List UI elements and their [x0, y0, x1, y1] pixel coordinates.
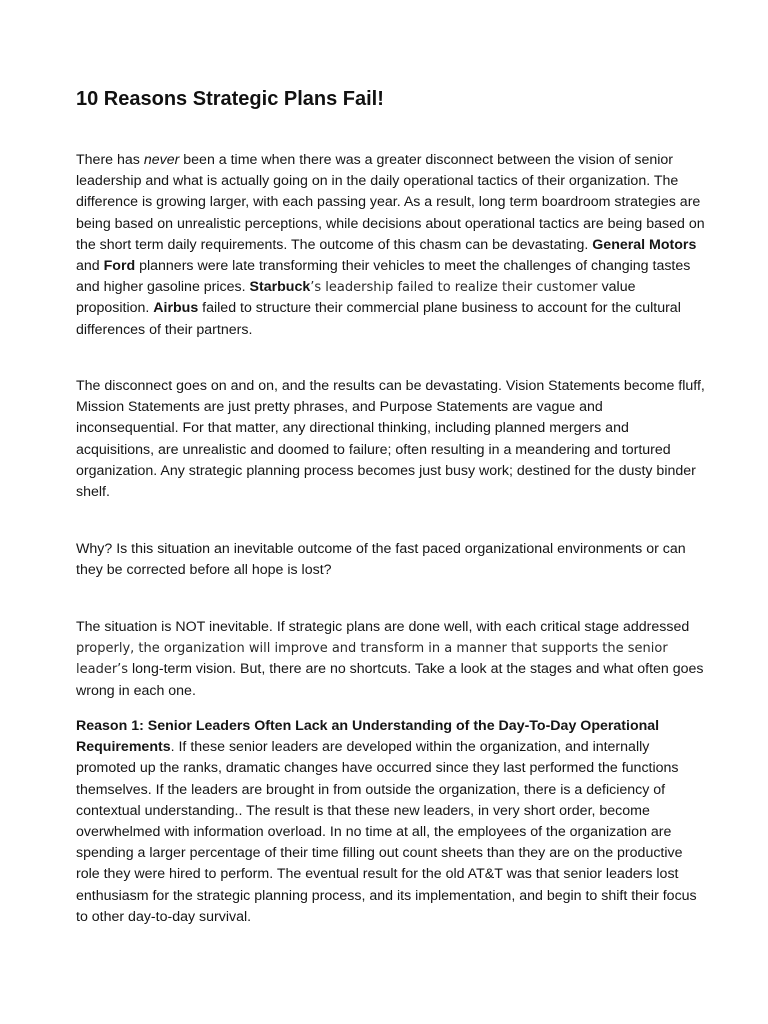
intro-text: and — [76, 258, 104, 275]
paragraph-text: long-term vision. But, there are no shortcuts. Take a look at the stages and what often goes wrong in each one. — [76, 661, 704, 699]
reason-1-body: . If these senior leaders are developed within the organization, and internally promoted up the ranks, dramatic changes have occurred since they last performed the functions themselves. If the leaders are brought in from outside the organization, there is a deficiency of contextual understanding.. The result is that these new leaders, in very short order, become overwhelmed with information overload. In no time at all, the employees of the organization are spending a larger percentage of their time filling out count sheets than they are on the productive role they were hired to perform. The eventual result for the old AT&T was that senior leaders lost enthusiasm for the strategic planning process, and its implementation, and begin to shift their focus to other day-to-day survival. — [76, 739, 697, 925]
intro-paragraph — [76, 150, 706, 341]
ford-name: Ford — [103, 258, 136, 275]
airbus-name: Airbus — [153, 300, 199, 317]
intro-text: failed to structure their commercial plane business to account for the cultural differences of their partners. — [76, 300, 681, 338]
paragraph-text: properly, the organization will improve and transform in a manner that supports the senior leader’s — [76, 641, 668, 678]
why-paragraph: Why? Is this situation an inevitable outcome of the fast paced organizational environments or can they be corrected before all hope is lost? — [76, 541, 686, 579]
intro-text: planners were late transforming their vehicles to meet the challenges of changing tastes and higher gasoline prices. — [76, 258, 691, 296]
intro-text: ’s leadership failed to realize their customer — [310, 280, 598, 296]
intro-text: There has — [76, 152, 144, 168]
never-emphasis: never — [143, 152, 180, 168]
reason-1-heading: Reason 1: Senior Leaders Often Lack an Understanding of the Day-To-Day Operational Requirements — [76, 718, 660, 756]
intro-text: value proposition. — [76, 279, 636, 317]
starbuck-name: Starbuck — [249, 279, 311, 296]
reason-1-paragraph — [76, 716, 706, 928]
document-title: 10 Reasons Strategic Plans Fail! — [76, 88, 384, 110]
paragraph-text: The situation is NOT inevitable. If strategic plans are done well, with each critical stage addressed — [76, 619, 690, 635]
intro-text: been a time when there was a greater disconnect between the vision of senior leadership and what is actually going on in the daily operational tactics of their organization. The difference is growing larger, with each passing year. As a result, long term boardroom strategies are being based on unrealistic perceptions, while decisions about operational tactics are being based on the short term daily requirements. The outcome of this chasm can be devastating. — [76, 152, 705, 253]
general-motors-name: General Motors — [592, 236, 697, 253]
not-inevitable-paragraph — [76, 617, 706, 702]
disconnect-paragraph: The disconnect goes on and on, and the results can be devastating. Vision Statements become fluff, Mission Statements are just pretty phrases, and Purpose Statements are vague and inconsequential. For that matter, any directional thinking, including planned mergers and acquisitions, are unrealistic and doomed to failure; often resulting in a meandering and tortured organization. Any strategic planning process becomes just busy work; destined for the dusty binder shelf. — [76, 378, 705, 501]
